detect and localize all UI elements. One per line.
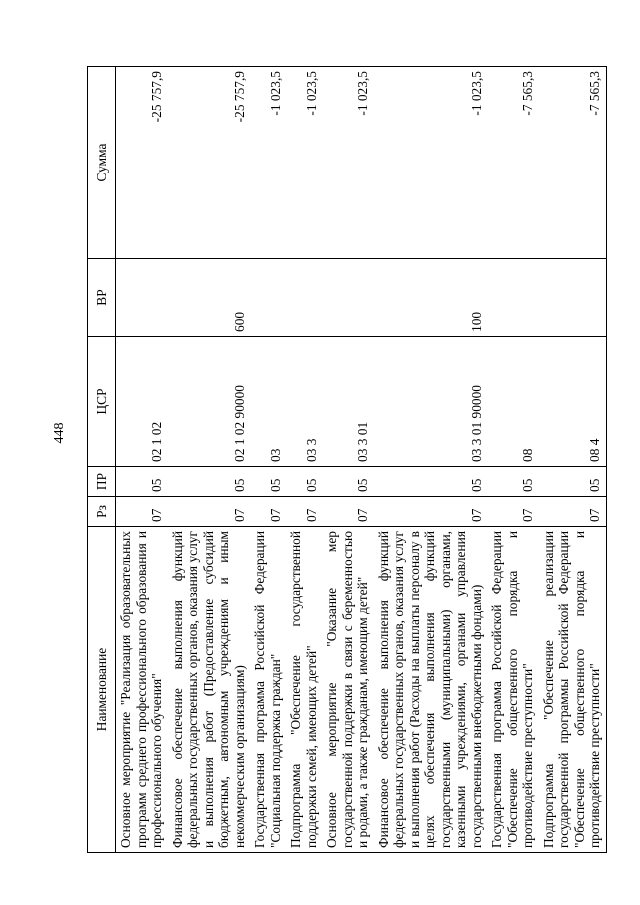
- row-amount: -25 757,9: [116, 67, 168, 259]
- header-pr: ПР: [88, 467, 116, 497]
- table-header-row: [88, 67, 116, 853]
- row-csr: 03: [250, 337, 286, 467]
- row-amount: -1 023,5: [322, 67, 374, 259]
- header-csr: ЦСР: [88, 337, 116, 467]
- row-amount: -7 565,3: [487, 67, 539, 259]
- row-rz: 07: [487, 497, 539, 527]
- header-amount: Сумма: [88, 67, 116, 259]
- row-name: Государственная программа Российской Федерации "Социальная поддержка граждан": [250, 527, 286, 853]
- row-rz: 07: [168, 497, 251, 527]
- table-row: [322, 67, 374, 853]
- row-csr: 03 3 01 90000: [374, 337, 488, 467]
- header-vr: ВР: [88, 259, 116, 337]
- row-pr: 05: [374, 467, 488, 497]
- row-rz: 07: [374, 497, 488, 527]
- row-amount: -7 565,3: [539, 67, 607, 259]
- row-rz: 07: [116, 497, 168, 527]
- row-pr: 05: [286, 467, 322, 497]
- row-vr: [286, 259, 322, 337]
- row-vr: 600: [168, 259, 251, 337]
- row-rz: 07: [286, 497, 322, 527]
- row-vr: [116, 259, 168, 337]
- table-row: [286, 67, 322, 853]
- row-csr: 08: [487, 337, 539, 467]
- row-csr: 03 3 01: [322, 337, 374, 467]
- row-amount: -25 757,9: [168, 67, 251, 259]
- row-rz: 07: [322, 497, 374, 527]
- row-vr: 100: [374, 259, 488, 337]
- rotated-page-content: [87, 67, 602, 853]
- table-row: [539, 67, 607, 853]
- table-row: [374, 67, 488, 853]
- row-rz: 07: [250, 497, 286, 527]
- row-name: Основное мероприятие "Оказание мер государственной поддержки в связи с беременностью и родами, а также гражданам, имеющим детей": [322, 527, 374, 853]
- row-csr: 03 3: [286, 337, 322, 467]
- row-pr: 05: [116, 467, 168, 497]
- row-vr: [322, 259, 374, 337]
- row-pr: 05: [168, 467, 251, 497]
- row-amount: -1 023,5: [286, 67, 322, 259]
- row-rz: 07: [539, 497, 607, 527]
- row-name: Финансовое обеспечение выполнения функций федеральных государственных органов, оказания услуг и выполнения работ (Предоставление субсидий бюджетным, автономным учреждениям и иным некоммерческим организациям): [168, 527, 251, 853]
- row-vr: [539, 259, 607, 337]
- row-pr: 05: [487, 467, 539, 497]
- row-csr: 02 1 02: [116, 337, 168, 467]
- row-amount: -1 023,5: [250, 67, 286, 259]
- row-name: Финансовое обеспечение выполнения функций федеральных государственных органов, оказания услуг и выполнения работ (Расходы на выплаты персоналу в целях обеспечения выполнения функций государственными (муниципальными) органами, казенными учреждениями, органами управления государственными внебюджетными фондами): [374, 527, 488, 853]
- table-row: [250, 67, 286, 853]
- row-amount: -1 023,5: [374, 67, 488, 259]
- row-pr: 05: [322, 467, 374, 497]
- table-row: [116, 67, 168, 853]
- page-number: 448: [52, 422, 67, 444]
- row-csr: 02 1 02 90000: [168, 337, 251, 467]
- header-name: Наименование: [88, 527, 116, 853]
- row-csr: 08 4: [539, 337, 607, 467]
- row-name: Подпрограмма "Обеспечение реализации государственной программы Российской Федерации "Обеспечение общественного порядка и противодействие преступности": [539, 527, 607, 853]
- row-pr: 05: [250, 467, 286, 497]
- table-row: [487, 67, 539, 853]
- budget-table: [87, 66, 607, 853]
- row-vr: [250, 259, 286, 337]
- header-rz: Рз: [88, 497, 116, 527]
- row-name: Подпрограмма "Обеспечение государственной поддержки семей, имеющих детей": [286, 527, 322, 853]
- row-name: Государственная программа Российской Федерации "Обеспечение общественного порядка и противодействие преступности": [487, 527, 539, 853]
- row-vr: [487, 259, 539, 337]
- table-row: [168, 67, 251, 853]
- row-pr: 05: [539, 467, 607, 497]
- row-name: Основное мероприятие "Реализация образовательных программ среднего профессионального образования и профессионального обучения": [116, 527, 168, 853]
